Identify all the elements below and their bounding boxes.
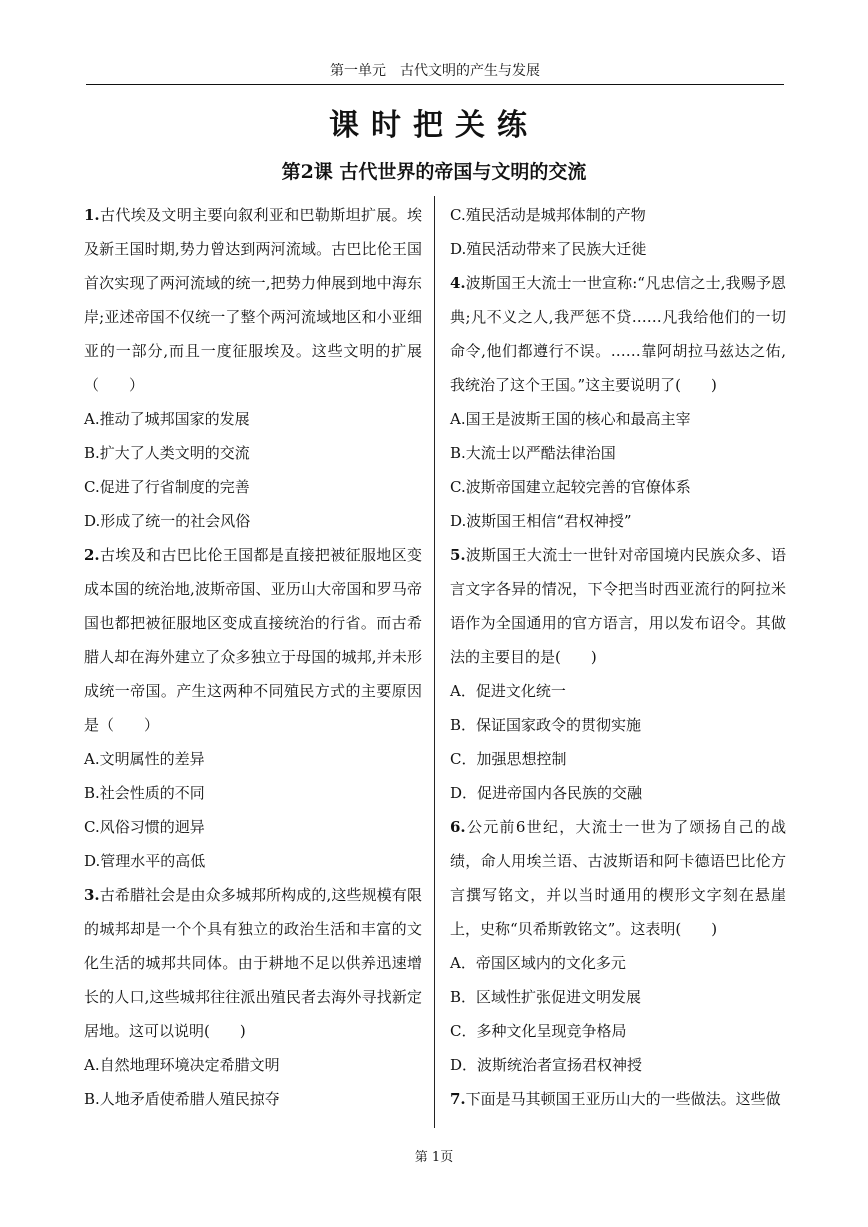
answer-option: B.扩大了人类文明的交流 [84,444,250,462]
left-column [84,198,422,1116]
page-title: 课时把关练 [329,108,539,143]
question-text: 古希腊社会是由众多城邦所构成的,这些规模有限的城邦却是一个个具有独立的政治生活和丰富的文化生活的城邦共同体。由于耕地不足以供养迅速增长的人口,这些城邦往往派出殖民者去海外寻找新定居地。这可以说明( ) [84,886,422,1040]
right-column [450,198,786,1116]
answer-option: D.殖民活动带来了民族大迁徙 [450,240,647,258]
answer-option: B.社会性质的不同 [84,784,205,802]
answer-option: D.形成了统一的社会风俗 [84,512,251,530]
question-number: 5. [450,546,466,564]
running-header: 第一单元 古代文明的产生与发展 [330,63,540,79]
question-number: 4. [450,274,466,292]
question-text: 波斯国王大流士一世宣称:“凡忠信之士,我赐予恩典;凡不义之人,我严惩不贷……凡我给他们的一切命令,他们都遵行不误。……靠阿胡拉马兹达之佑,我统治了这个王国。”这主要说明了( ) [450,274,786,394]
question-stem [84,198,422,402]
answer-option: B.大流士以严酷法律治国 [450,444,616,462]
question-text: 公元前6世纪，大流士一世为了颂扬自己的战绩，命人用埃兰语、古波斯语和阿卡德语巴比伦方言撰写铭文，并以当时通用的楔形文字刻在悬崖上，史称“贝希斯敦铭文”。这表明( ) [450,818,786,938]
question-number: 2. [84,546,100,564]
header-rule [86,84,784,85]
answer-option: A．促进文化统一 [450,682,566,700]
question-number: 3. [84,886,100,904]
answer-option: C．多种文化呈现竞争格局 [450,1022,627,1040]
answer-option: D.波斯国王相信“君权神授” [450,512,632,530]
answer-option: B．区域性扩张促进文明发展 [450,988,642,1006]
answer-option: C.殖民活动是城邦体制的产物 [450,206,646,224]
question-number: 6. [450,818,466,836]
question-stem [450,538,786,674]
answer-option: D．波斯统治者宣扬君权神授 [450,1056,643,1074]
answer-option: A.国王是波斯王国的核心和最高主宰 [450,410,691,428]
answer-option: C.风俗习惯的迥异 [84,818,205,836]
answer-option: D．促进帝国内各民族的交融 [450,784,643,802]
question-stem [84,878,422,1048]
answer-option: A.文明属性的差异 [84,750,205,768]
answer-option: A.自然地理环境决定希腊文明 [84,1056,280,1074]
question-text: 古代埃及文明主要向叙利亚和巴勒斯坦扩展。埃及新王国时期,势力曾达到两河流域。古巴比伦王国首次实现了两河流域的统一,把势力伸展到地中海东岸;亚述帝国不仅统一了整个两河流域地区和小亚细亚的一部分,而且一度征服埃及。这些文明的扩展（ ） [84,206,422,394]
answer-option: D.管理水平的高低 [84,852,206,870]
question-number: 1. [84,206,100,224]
answer-option: A.推动了城邦国家的发展 [84,410,250,428]
question-text: 波斯国王大流士一世针对帝国境内民族众多、语言文字各异的情况，下令把当时西亚流行的阿拉米语作为全国通用的官方语言，用以发布诏令。其做法的主要目的是( ) [450,546,786,666]
question-stem [450,266,786,402]
question-stem [450,810,786,946]
lesson-title: 第2课 古代世界的帝国与文明的交流 [281,161,587,183]
page-number: 第 1页 [414,1150,454,1165]
question-text: 古埃及和古巴比伦王国都是直接把被征服地区变成本国的统治地,波斯帝国、亚历山大帝国和罗马帝国也都把被征服地区变成直接统治的行省。而古希腊人却在海外建立了众多独立于母国的城邦,并未形成统一帝国。产生这两种不同殖民方式的主要原因是（ ） [84,546,422,734]
question-number: 7. [450,1090,466,1108]
answer-option: C.波斯帝国建立起较完善的官僚体系 [450,478,691,496]
answer-option: A．帝国区域内的文化多元 [450,954,626,972]
answer-option: B.人地矛盾使希腊人殖民掠夺 [84,1090,280,1108]
question-text: 下面是马其顿国王亚历山大的一些做法。这些做 [465,1090,781,1108]
answer-option: C.促进了行省制度的完善 [84,478,250,496]
question-stem [450,1082,786,1116]
column-divider [434,196,435,1128]
answer-option: C．加强思想控制 [450,750,567,768]
question-stem [84,538,422,742]
answer-option: B．保证国家政令的贯彻实施 [450,716,642,734]
